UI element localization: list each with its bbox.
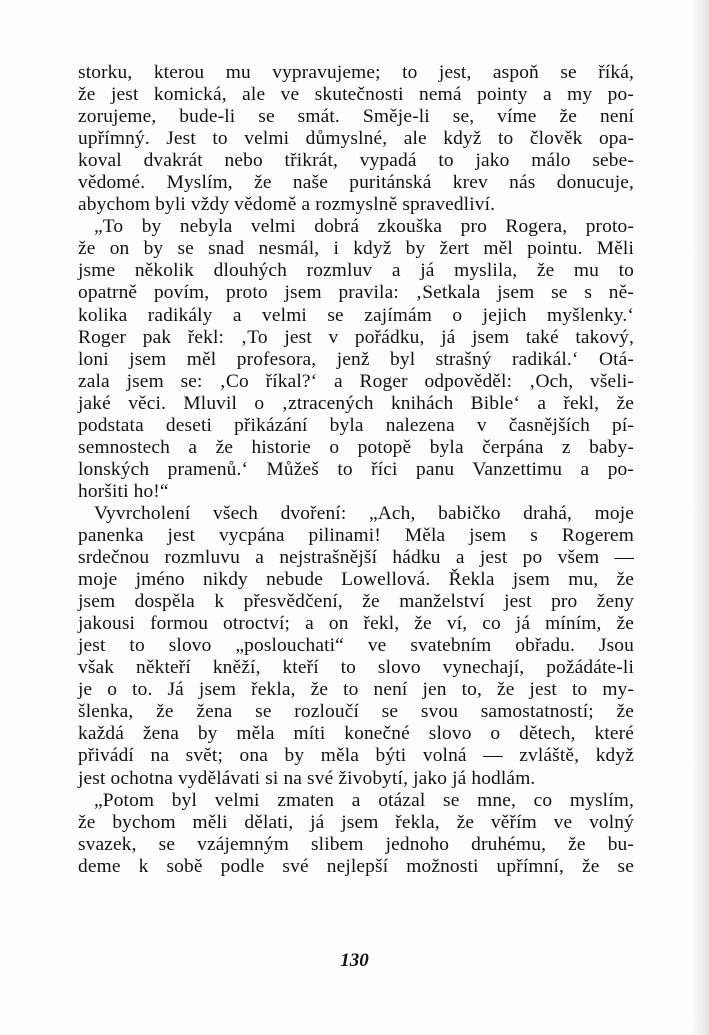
text-line: moje jméno nikdy nebude Lowellová. Řekla jsem mu, že (78, 569, 634, 591)
text-line: jest ochotna vydělávati si na své živobytí, jako já hodlám. (78, 767, 536, 789)
text-line: deme k sobě podle své nejlepší možnosti upřímní, že se (78, 855, 634, 877)
text-line: zorujeme, bude-li se smát. Směje-li se, víme že není (78, 106, 634, 128)
text-line: Roger pak řekl: ‚To jest v pořádku, já jsem také takový, (78, 326, 634, 348)
text-line: panenka jest vycpána pilinami! Měla jsem s Rogerem (78, 524, 634, 546)
text-line: svazek, se vzájemným slibem jednoho druhému, že bu- (78, 833, 634, 855)
text-line: „Potom byl velmi zmaten a otázal se mne, co myslím, (94, 789, 634, 811)
text-line: koval dvakrát nebo třikrát, vypadá to jako málo sebe- (78, 150, 634, 172)
text-line: však někteří kněží, kteří to slovo vynechají, požádáte-li (78, 657, 634, 679)
text-line: zala jsem se: ‚Co říkal?‘ a Roger odpověděl: ‚Och, všeli- (78, 370, 634, 392)
text-line: „To by nebyla velmi dobrá zkouška pro Rogera, proto- (94, 216, 634, 238)
text-line: loni jsem měl profesora, jenž byl strašný radikál.‘ Otá- (78, 348, 634, 370)
text-line: jest to slovo „poslouchati“ ve svatebním obřadu. Jsou (78, 635, 634, 657)
text-line: jsem dospěla k přesvědčení, že manželství jest pro ženy (78, 591, 634, 613)
body-text (78, 62, 634, 878)
text-line: přivádí na svět; ona by měla býti volná — zvláště, když (78, 745, 634, 767)
text-line: podstata deseti přikázání byla nalezena v časnějších pí- (78, 414, 634, 436)
text-line: je o to. Já jsem řekla, že to není jen to, že jest to my- (78, 679, 634, 701)
text-line: Vyvrcholení všech dvoření: „Ach, babičko drahá, moje (94, 502, 634, 524)
text-line: semnostech a že historie o potopě byla čerpána z baby- (78, 436, 634, 458)
text-line: srdečnou rozmluvu a nejstrašnější hádku a jest po všem — (78, 547, 634, 569)
text-line: upřímný. Jest to velmi důmyslné, ale když to člověk opa- (78, 128, 634, 150)
text-line: storku, kterou mu vypravujeme; to jest, aspoň se říká, (78, 62, 634, 83)
text-line: jaké věci. Mluvil o ‚ztracených knihách Bible‘ a řekl, že (78, 392, 634, 414)
text-line: každá žena by měla míti konečné slovo o dětech, které (78, 723, 634, 745)
text-line: abychom byli vždy vědomě a rozmyslně spravedliví. (78, 194, 496, 216)
spine-shadow (691, 0, 709, 1035)
text-line: kolika radikály a velmi se zajímám o jejich myšlenky.‘ (78, 304, 634, 326)
text-line: že jest komická, ale ve skutečnosti nemá pointy a my po- (78, 84, 634, 106)
page-number: 130 (340, 950, 369, 971)
text-line: lonských pramenů.‘ Můžeš to říci panu Vanzettimu a po- (78, 458, 634, 480)
text-line: horšiti ho!“ (78, 480, 169, 502)
text-line: vědomé. Myslím, že naše puritánská krev nás donucuje, (78, 172, 634, 194)
text-line: že on by se snad nesmál, i když by žert měl pointu. Měli (78, 238, 634, 260)
text-line: šlenka, že žena se rozloučí se svou samostatností; že (78, 701, 634, 723)
text-line: jakousi formou otroctví; a on řekl, že ví, co já míním, že (78, 613, 634, 635)
text-line: že bychom měli dělati, já jsem řekla, že věřím ve volný (78, 811, 634, 833)
text-line: opatrně povím, proto jsem pravila: ‚Setkala jsem se s ně- (78, 282, 634, 304)
text-line: jsme několik dlouhých rozmluv a já myslila, že mu to (78, 260, 634, 282)
